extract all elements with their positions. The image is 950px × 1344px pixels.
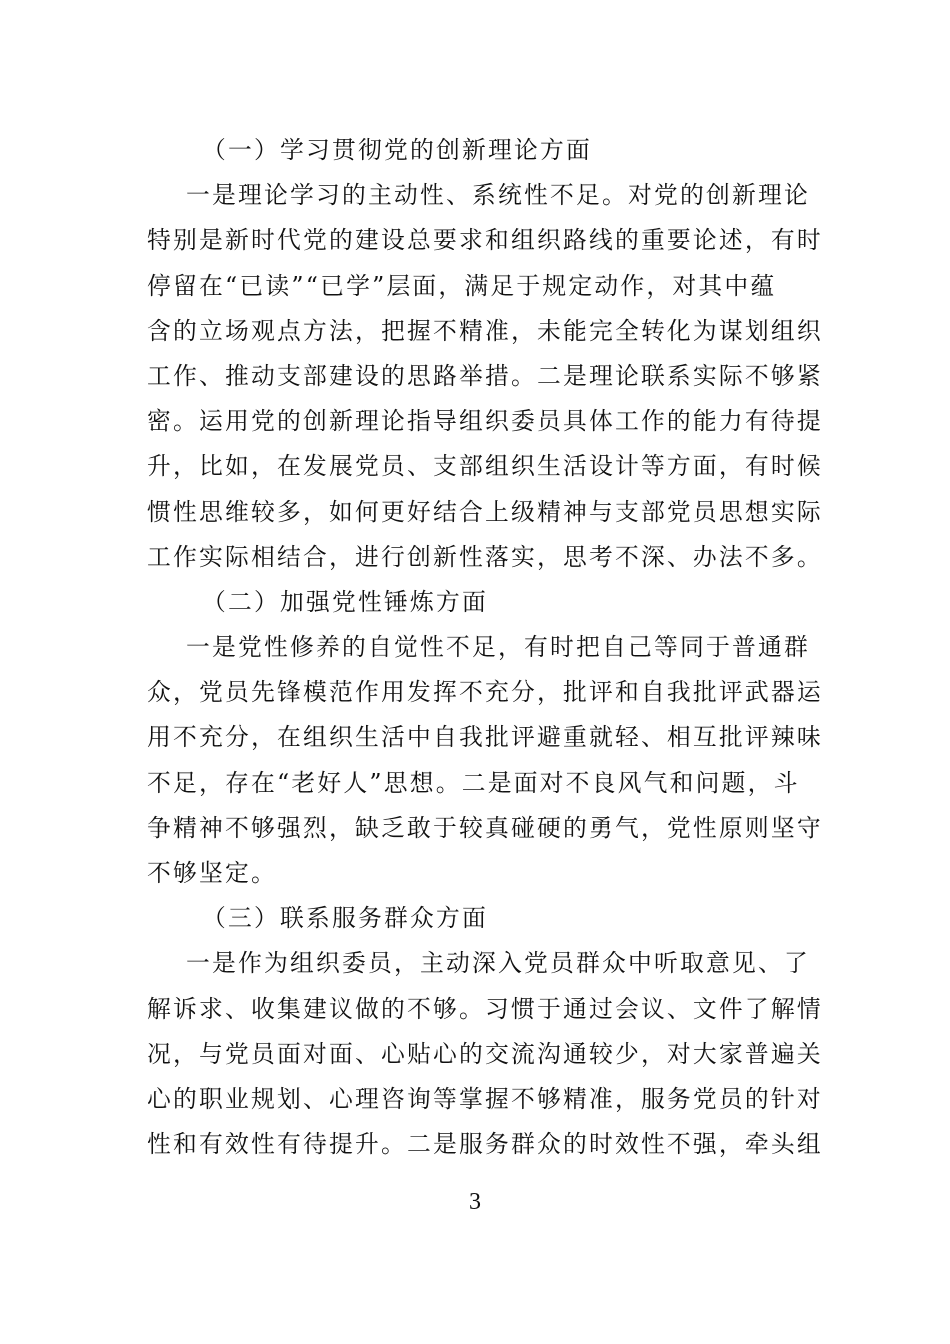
- text-line: 升，比如，在发展党员、支部组织生活设计等方面，有时候: [147, 452, 823, 481]
- text-line: 争精神不够强烈，缺乏敢于较真碰硬的勇气，党性原则坚守: [147, 813, 823, 842]
- text-line: 不足，存在“老好人”思想。二是面对不良风气和问题，斗: [147, 768, 800, 797]
- section-paragraph-2: [147, 625, 823, 896]
- text-line: 一是党性修养的自觉性不足，有时把自己等同于普通群: [147, 633, 810, 662]
- text-line: 解诉求、收集建议做的不够。习惯于通过会议、文件了解情: [147, 994, 823, 1023]
- text-line: 心的职业规划、心理咨询等掌握不够精准，服务党员的针对: [147, 1084, 823, 1113]
- section-paragraph-3: [147, 941, 823, 1167]
- text-line: 不够坚定。: [147, 859, 277, 888]
- text-line: 一是理论学习的主动性、系统性不足。对党的创新理论: [147, 181, 810, 210]
- text-line: 工作实际相结合，进行创新性落实，思考不深、办法不多。: [147, 542, 823, 571]
- document-body: [147, 128, 823, 1167]
- text-line: 特别是新时代党的建设总要求和组织路线的重要论述，有时: [147, 226, 823, 255]
- text-line: 用不充分，在组织生活中自我批评避重就轻、相互批评辣味: [147, 723, 823, 752]
- text-line: 工作、推动支部建设的思路举措。二是理论联系实际不够紧: [147, 361, 823, 390]
- text-line: 众，党员先锋模范作用发挥不充分，批评和自我批评武器运: [147, 678, 823, 707]
- text-line: 密。运用党的创新理论指导组织委员具体工作的能力有待提: [147, 407, 823, 436]
- text-line: 一是作为组织委员，主动深入党员群众中听取意见、了: [147, 949, 810, 978]
- text-line: 含的立场观点方法，把握不精准，未能完全转化为谋划组织: [147, 316, 823, 345]
- page-number: 3: [469, 1189, 481, 1215]
- text-line: 停留在“已读”“已学”层面，满足于规定动作，对其中蕴: [147, 271, 777, 300]
- text-line: 性和有效性有待提升。二是服务群众的时效性不强，牵头组: [147, 1130, 823, 1159]
- section-heading-2: （二）加强党性锤炼方面: [202, 587, 488, 616]
- section-heading-1: （一）学习贯彻党的创新理论方面: [202, 136, 592, 164]
- text-line: 况，与党员面对面、心贴心的交流沟通较少，对大家普遍关: [147, 1039, 823, 1068]
- section-paragraph-1: [147, 173, 823, 580]
- text-line: 惯性思维较多，如何更好结合上级精神与支部党员思想实际: [147, 497, 823, 526]
- section-heading-3: （三）联系服务群众方面: [202, 904, 488, 933]
